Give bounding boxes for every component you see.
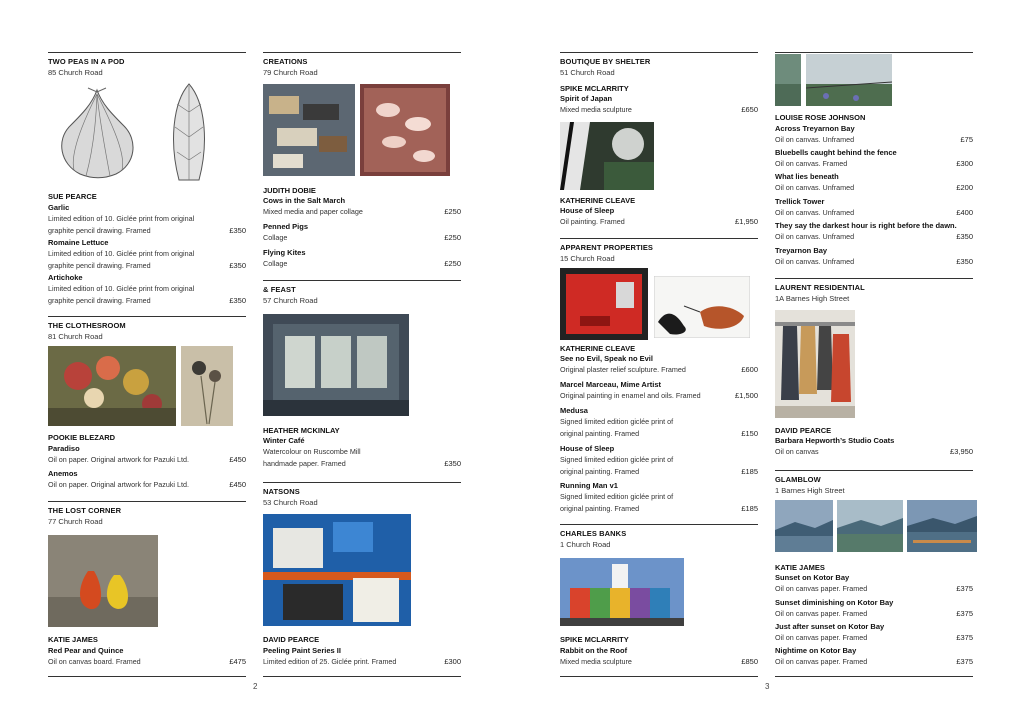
venue-name: NATSONS xyxy=(263,487,300,496)
venue-address: 1 Barnes High Street xyxy=(775,486,845,495)
work-price: £350 xyxy=(229,260,246,270)
work-title: Sunset diminishing on Kotor Bay xyxy=(775,598,894,607)
work-price: £350 xyxy=(229,295,246,305)
venue-name: THE CLOTHESROOM xyxy=(48,321,126,330)
work-running-man xyxy=(560,481,758,514)
work-price: £185 xyxy=(741,466,758,476)
work-desc: Mixed media and paper collage £250 xyxy=(263,207,461,216)
across-treyarnon-painting-image xyxy=(775,54,801,106)
lettuce-drawing-image xyxy=(165,82,213,186)
work-price: £475 xyxy=(229,657,246,666)
venue-feast xyxy=(263,280,461,306)
venue-name: CREATIONS xyxy=(263,57,308,66)
work-title: Paradiso xyxy=(48,444,80,453)
work-desc: Original plaster relief sculpture. Framed £600 xyxy=(560,365,758,374)
work-desc: Oil on canvas paper. Framed £375 xyxy=(775,584,973,593)
anemos-painting-image xyxy=(181,346,233,426)
work-title: Spirit of Japan xyxy=(560,94,613,103)
work-title: See no Evil, Speak no Evil xyxy=(560,354,653,363)
work-artichoke xyxy=(48,273,246,306)
artist-katherine-cleave: KATHERINE CLEAVE xyxy=(560,196,636,205)
just-after-sunset-kotor-painting-image xyxy=(907,500,977,552)
work-desc: Oil on canvas. Unframed £350 xyxy=(775,257,973,266)
venue-address: 81 Church Road xyxy=(48,332,103,341)
house-of-sleep-painting-image xyxy=(560,122,654,190)
venue-apparent xyxy=(560,238,758,264)
pear-painting-image xyxy=(48,535,158,627)
work-desc: Oil on canvas. Unframed £400 xyxy=(775,208,973,217)
work-red-pear xyxy=(48,646,246,668)
work-price: £350 xyxy=(229,225,246,235)
work-desc: Signed limited edition giclée print of original painting. Framed £185 xyxy=(560,455,758,476)
work-trellick xyxy=(775,197,973,219)
work-romaine xyxy=(48,238,246,271)
work-title: Across Treyarnon Bay xyxy=(775,124,855,133)
cows-collage-image xyxy=(263,84,355,176)
sunset-kotor-painting-image xyxy=(775,500,833,552)
work-desc: Collage £250 xyxy=(263,259,461,268)
work-kites xyxy=(263,248,461,270)
work-winter-cafe xyxy=(263,436,461,469)
venue-address: 51 Church Road xyxy=(560,68,615,77)
work-desc: Oil on canvas. Unframed £350 xyxy=(775,232,973,241)
work-price: £450 xyxy=(229,455,246,464)
work-price: £1,950 xyxy=(735,217,758,226)
work-desc: Collage £250 xyxy=(263,233,461,242)
work-title: They say the darkest hour is right before the dawn. xyxy=(775,221,957,230)
work-marceau xyxy=(560,380,758,402)
work-price: £250 xyxy=(444,233,461,242)
work-spirit-of-japan xyxy=(560,94,758,116)
work-title: Flying Kites xyxy=(263,248,306,257)
artist-sue-pearce: SUE PEARCE xyxy=(48,192,97,201)
work-title: Garlic xyxy=(48,203,70,212)
venue-address: 79 Church Road xyxy=(263,68,318,77)
work-what-lies-beneath xyxy=(775,172,973,194)
garlic-drawing-image xyxy=(52,84,142,180)
work-title: Medusa xyxy=(560,406,588,415)
venue-boutique xyxy=(560,52,758,78)
work-desc: Watercolour on Ruscombe Mill handmade paper. Framed £350 xyxy=(263,447,461,468)
work-price: £375 xyxy=(956,609,973,618)
work-price: £75 xyxy=(960,135,973,144)
work-price: £350 xyxy=(956,257,973,266)
work-desc: Oil on canvas paper. Framed £375 xyxy=(775,657,973,666)
page-number-right: 3 xyxy=(765,682,770,691)
artist-katherine-cleave-2: KATHERINE CLEAVE xyxy=(560,344,636,353)
work-title: Anemos xyxy=(48,469,78,478)
work-desc: Oil on canvas paper. Framed £375 xyxy=(775,609,973,618)
work-diminishing-kotor xyxy=(775,598,973,620)
venue-address: 1 Church Road xyxy=(560,540,611,549)
artist-louise-rose-johnson: LOUISE ROSE JOHNSON xyxy=(775,113,866,122)
work-cows xyxy=(263,196,461,218)
work-desc: Oil on canvas paper. Framed £375 xyxy=(775,633,973,642)
work-desc: Oil on canvas. Unframed £75 xyxy=(775,135,973,144)
work-desc: Oil on canvas £3,950 xyxy=(775,447,973,456)
work-rabbit xyxy=(560,646,758,668)
work-title: Nightime on Kotor Bay xyxy=(775,646,857,655)
work-price: £375 xyxy=(956,584,973,593)
venue-name: LAURENT RESIDENTIAL xyxy=(775,283,865,292)
work-desc: Original painting in enamel and oils. Framed £1,500 xyxy=(560,391,758,400)
work-just-after-sunset xyxy=(775,622,973,644)
artist-david-pearce-2: DAVID PEARCE xyxy=(775,426,832,435)
work-price: £450 xyxy=(229,480,246,489)
work-title: Running Man v1 xyxy=(560,481,618,490)
work-desc: Oil on canvas. Framed £300 xyxy=(775,159,973,168)
work-paradiso xyxy=(48,444,246,466)
work-desc: Mixed media sculpture £850 xyxy=(560,657,758,666)
work-price: £375 xyxy=(956,657,973,666)
artist-katie-james: KATIE JAMES xyxy=(48,635,98,644)
bluebells-painting-image xyxy=(806,54,892,106)
venue-laurent xyxy=(775,278,973,304)
rabbit-on-roof-sculpture-image xyxy=(560,558,684,626)
venue-address: 57 Church Road xyxy=(263,296,318,305)
venue-name: THE LOST CORNER xyxy=(48,506,122,515)
work-title: Romaine Lettuce xyxy=(48,238,109,247)
bottom-rule xyxy=(263,676,461,677)
artist-pookie-blezard: POOKIE BLEZARD xyxy=(48,433,116,442)
work-house-of-sleep-1 xyxy=(560,206,758,228)
work-price: £1,500 xyxy=(735,391,758,400)
bottom-rule xyxy=(48,676,246,677)
work-darkest-hour xyxy=(775,221,973,243)
work-desc: Oil on paper. Original artwork for Pazuki Ltd. £450 xyxy=(48,455,246,464)
venue-two-peas xyxy=(48,52,246,78)
venue-charles-banks xyxy=(560,524,758,550)
venue-address: 1A Barnes High Street xyxy=(775,294,850,303)
page-number-left: 2 xyxy=(253,682,258,691)
work-price: £600 xyxy=(741,365,758,374)
work-title: House of Sleep xyxy=(560,444,615,453)
work-desc: Oil on canvas board. Framed £475 xyxy=(48,657,246,666)
artist-heather-mckinlay: HEATHER MCKINLAY xyxy=(263,426,340,435)
artist-judith-dobie: JUDITH DOBIE xyxy=(263,186,316,195)
venue-name: GLAMBLOW xyxy=(775,475,821,484)
work-garlic xyxy=(48,203,246,236)
work-title: Winter Café xyxy=(263,436,305,445)
work-treyarnon-bay xyxy=(775,246,973,268)
work-price: £250 xyxy=(444,207,461,216)
work-desc: Signed limited edition giclée print of original painting. Framed £185 xyxy=(560,492,758,513)
marceau-painting-image xyxy=(654,276,750,338)
venue-address: 77 Church Road xyxy=(48,517,103,526)
venue-name: TWO PEAS IN A POD xyxy=(48,57,125,66)
venue-address: 15 Church Road xyxy=(560,254,615,263)
winter-cafe-painting-image xyxy=(263,314,409,416)
work-peeling xyxy=(263,646,461,668)
work-title: Peeling Paint Series II xyxy=(263,646,341,655)
studio-coats-painting-image xyxy=(775,310,855,418)
artist-david-pearce: DAVID PEARCE xyxy=(263,635,320,644)
work-price: £350 xyxy=(956,232,973,241)
venue-name: & FEAST xyxy=(263,285,296,294)
work-desc: Oil painting. Framed £1,950 xyxy=(560,217,758,226)
diminishing-kotor-painting-image xyxy=(837,500,903,552)
work-title: Red Pear and Quince xyxy=(48,646,124,655)
venue-lost-corner xyxy=(48,501,246,527)
work-desc: Limited edition of 25. Giclée print. Framed £300 xyxy=(263,657,461,666)
work-price: £185 xyxy=(741,503,758,513)
venue-glamblow xyxy=(775,470,973,496)
venue-creations xyxy=(263,52,461,78)
venue-natsons xyxy=(263,482,461,508)
venue-name: CHARLES BANKS xyxy=(560,529,627,538)
work-price: £3,950 xyxy=(950,447,973,456)
work-desc: Oil on canvas. Unframed £200 xyxy=(775,183,973,192)
work-anemos xyxy=(48,469,246,491)
work-title: Cows in the Salt March xyxy=(263,196,346,205)
work-price: £850 xyxy=(741,657,758,666)
work-title: Just after sunset on Kotor Bay xyxy=(775,622,885,631)
work-price: £650 xyxy=(741,105,758,114)
work-title: Rabbit on the Roof xyxy=(560,646,628,655)
paradiso-painting-image xyxy=(48,346,176,426)
work-price: £200 xyxy=(956,183,973,192)
work-house-of-sleep-2 xyxy=(560,444,758,477)
work-price: £350 xyxy=(444,458,461,468)
work-desc: Mixed media sculpture £650 xyxy=(560,105,758,114)
see-no-evil-relief-image xyxy=(560,268,648,340)
work-see-no-evil xyxy=(560,354,758,376)
work-sunset-kotor xyxy=(775,573,973,595)
peeling-paint-image xyxy=(263,514,411,626)
work-desc: Limited edition of 10. Giclée print from original graphite pencil drawing. Framed £350 xyxy=(48,249,246,270)
pigs-collage-image xyxy=(360,84,450,176)
work-price: £300 xyxy=(956,159,973,168)
work-title: Artichoke xyxy=(48,273,83,282)
venue-address: 85 Church Road xyxy=(48,68,103,77)
venue-name: BOUTIQUE BY SHELTER xyxy=(560,57,651,66)
venue-address: 53 Church Road xyxy=(263,498,318,507)
artist-spike-mclarrity: SPIKE MCLARRITY xyxy=(560,84,629,93)
bottom-rule xyxy=(560,676,758,677)
work-desc: Limited edition of 10. Giclée print from original graphite pencil drawing. Framed £350 xyxy=(48,284,246,305)
work-title: Bluebells caught behind the fence xyxy=(775,148,897,157)
work-medusa xyxy=(560,406,758,439)
work-desc: Oil on paper. Original artwork for Pazuki Ltd. £450 xyxy=(48,480,246,489)
bottom-rule xyxy=(775,676,973,677)
venue-name: APPARENT PROPERTIES xyxy=(560,243,654,252)
work-desc: Signed limited edition giclée print of original painting. Framed £150 xyxy=(560,417,758,438)
artist-katie-james-2: KATIE JAMES xyxy=(775,563,825,572)
work-across-treyarnon xyxy=(775,124,973,146)
work-price: £400 xyxy=(956,208,973,217)
work-price: £250 xyxy=(444,259,461,268)
work-pigs xyxy=(263,222,461,244)
work-title: What lies beneath xyxy=(775,172,839,181)
work-title: Treyarnon Bay xyxy=(775,246,828,255)
work-title: House of Sleep xyxy=(560,206,615,215)
work-desc: Limited edition of 10. Giclée print from original graphite pencil drawing. Framed £350 xyxy=(48,214,246,235)
work-title: Marcel Marceau, Mime Artist xyxy=(560,380,662,389)
work-studio-coats xyxy=(775,436,973,458)
work-title: Penned Pigs xyxy=(263,222,309,231)
work-price: £375 xyxy=(956,633,973,642)
work-title: Trellick Tower xyxy=(775,197,825,206)
top-rule xyxy=(775,52,973,53)
venue-clothesroom xyxy=(48,316,246,342)
work-title: Barbara Hepworth’s Studio Coats xyxy=(775,436,895,445)
work-price: £300 xyxy=(444,657,461,666)
work-bluebells xyxy=(775,148,973,170)
work-title: Sunset on Kotor Bay xyxy=(775,573,850,582)
work-price: £150 xyxy=(741,428,758,438)
work-nightime-kotor xyxy=(775,646,973,668)
artist-spike-mclarrity-2: SPIKE MCLARRITY xyxy=(560,635,629,644)
